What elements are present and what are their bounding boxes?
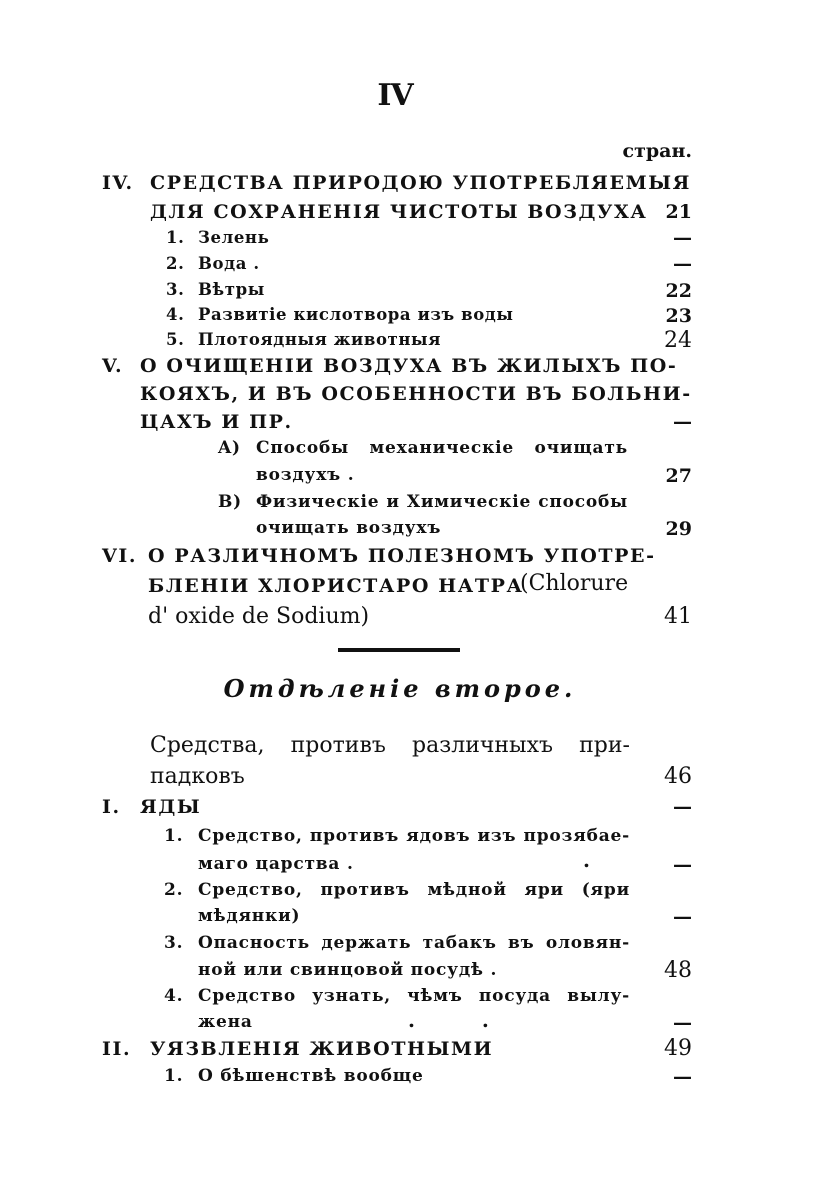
section-iv-item-1-title: Зелень bbox=[198, 228, 270, 247]
poisons-item-3-line1: Опасность держать табакъ въ оловян- bbox=[198, 933, 630, 953]
section-v-b-line1: Физическіе и Химическіе способы bbox=[256, 492, 628, 512]
section-v-numeral: V. bbox=[102, 355, 124, 377]
poisons-item-1-page: — bbox=[673, 854, 692, 876]
section-vi-title-latin: (Chlorure bbox=[520, 571, 629, 596]
poisons-item-4-line2: жена bbox=[198, 1012, 253, 1032]
poisons-item-1-number: 1. bbox=[164, 826, 184, 846]
poisons-numeral: I. bbox=[102, 796, 121, 818]
section-iv-title-line2: ДЛЯ СОХРАНЕНІЯ ЧИСТОТЫ ВОЗДУХА bbox=[150, 201, 648, 223]
page-column-header: стран. bbox=[622, 140, 692, 162]
section-v-a-line2: воздухъ . bbox=[256, 465, 355, 485]
poisons-item-1-line1: Средство, противъ ядовъ изъ прозябае- bbox=[198, 826, 630, 846]
section-v-b-label: B) bbox=[218, 492, 243, 512]
section-iv-item-4-page: 23 bbox=[665, 305, 692, 327]
poisons-item-2-number: 2. bbox=[164, 880, 184, 900]
section-vi-numeral: VI. bbox=[102, 545, 138, 567]
wounds-item-1-number: 1. bbox=[164, 1066, 184, 1086]
section-vi-page: 41 bbox=[664, 604, 692, 629]
section-v-title-line3: ЦАХЪ И ПР. bbox=[140, 411, 293, 433]
poisons-item-4-dots: . . bbox=[408, 1008, 519, 1032]
poisons-item-2-line1: Средство, противъ мѣдной яри (яри bbox=[198, 880, 630, 900]
section-iv-item-2-number: 2. bbox=[166, 254, 185, 273]
section-v-title-line1: О ОЧИЩЕНІИ ВОЗДУХА ВЪ ЖИЛЫХЪ ПО- bbox=[140, 355, 678, 377]
poisons-item-3-number: 3. bbox=[164, 933, 184, 953]
poisons-item-3-line2: ной или свинцовой посудѣ . bbox=[198, 960, 498, 980]
section-iv-item-4-number: 4. bbox=[166, 305, 185, 324]
wounds-numeral: II. bbox=[102, 1038, 132, 1060]
remedies-line1: Средства, противъ различныхъ при- bbox=[150, 733, 630, 758]
poisons-item-4-number: 4. bbox=[164, 986, 184, 1006]
section-vi-title-line2: БЛЕНІИ ХЛОРИСТАРО НАТРА bbox=[148, 575, 524, 597]
poisons-page: — bbox=[673, 796, 692, 818]
section-v-b-page: 29 bbox=[665, 518, 692, 540]
section-v-b-line2: очищать воздухъ bbox=[256, 518, 442, 538]
section-v-page: — bbox=[673, 411, 692, 433]
remedies-page: 46 bbox=[664, 764, 692, 789]
wounds-title: УЯЗВЛЕНІЯ ЖИВОТНЫМИ bbox=[150, 1038, 494, 1060]
section-iv-item-2-title: Вода . bbox=[198, 254, 260, 273]
section-iv-item-1-number: 1. bbox=[166, 228, 185, 247]
section-vi-title-line1: О РАЗЛИЧНОМЪ ПОЛЕЗНОМЪ УПОТРЕ- bbox=[148, 545, 656, 567]
section-iv-item-5-page: 24 bbox=[664, 328, 692, 353]
poisons-item-2-page: — bbox=[673, 906, 692, 928]
section-iv-item-5-title: Плотоядныя животныя bbox=[198, 330, 441, 349]
page-number: IV bbox=[377, 78, 413, 113]
section-v-a-page: 27 bbox=[665, 465, 692, 487]
poisons-item-2-line2: мѣдянки) bbox=[198, 906, 301, 926]
section-iv-page: 21 bbox=[665, 201, 692, 223]
section-iv-item-5-number: 5. bbox=[166, 330, 185, 349]
section-v-a-label: A) bbox=[218, 438, 241, 458]
section-iv-item-3-page: 22 bbox=[665, 280, 692, 302]
section-iv-title-line1: СРЕДСТВА ПРИРОДОЮ УПОТРЕБЛЯЕМЫЯ bbox=[150, 172, 692, 194]
wounds-page: 49 bbox=[664, 1036, 692, 1061]
section-iv-item-3-number: 3. bbox=[166, 280, 185, 299]
poisons-item-1-line2: маго царства . bbox=[198, 854, 354, 874]
section-vi-title-line3: d' oxide de Sodium) bbox=[148, 604, 370, 629]
poisons-item-4-page: — bbox=[673, 1012, 692, 1034]
section-iv-item-3-title: Вѣтры bbox=[198, 280, 265, 299]
part-heading: Отдѣленіе второе. bbox=[223, 674, 577, 703]
section-v-title-line2: КОЯХЪ, И ВЪ ОСОБЕННОСТИ ВЪ БОЛЬНИ- bbox=[140, 383, 692, 405]
poisons-item-4-line1: Средство узнать, чѣмъ посуда вылу- bbox=[198, 986, 630, 1006]
poisons-item-1-dot: . bbox=[583, 848, 590, 872]
section-iv-item-1-page: — bbox=[673, 227, 692, 249]
remedies-line2: падковъ bbox=[150, 764, 245, 789]
section-iv-item-2-page: — bbox=[673, 253, 692, 275]
wounds-item-1-title: О бѣшенствѣ вообще bbox=[198, 1066, 424, 1086]
wounds-item-1-page: — bbox=[673, 1066, 692, 1088]
section-iv-item-4-title: Развитіе кислотвора изъ воды bbox=[198, 305, 514, 324]
poisons-item-3-page: 48 bbox=[664, 958, 692, 983]
poisons-title: ЯДЫ bbox=[140, 796, 202, 818]
section-v-a-line1: Способы механическіе очищать bbox=[256, 438, 628, 458]
section-divider bbox=[338, 648, 460, 652]
section-iv-numeral: IV. bbox=[102, 172, 134, 194]
